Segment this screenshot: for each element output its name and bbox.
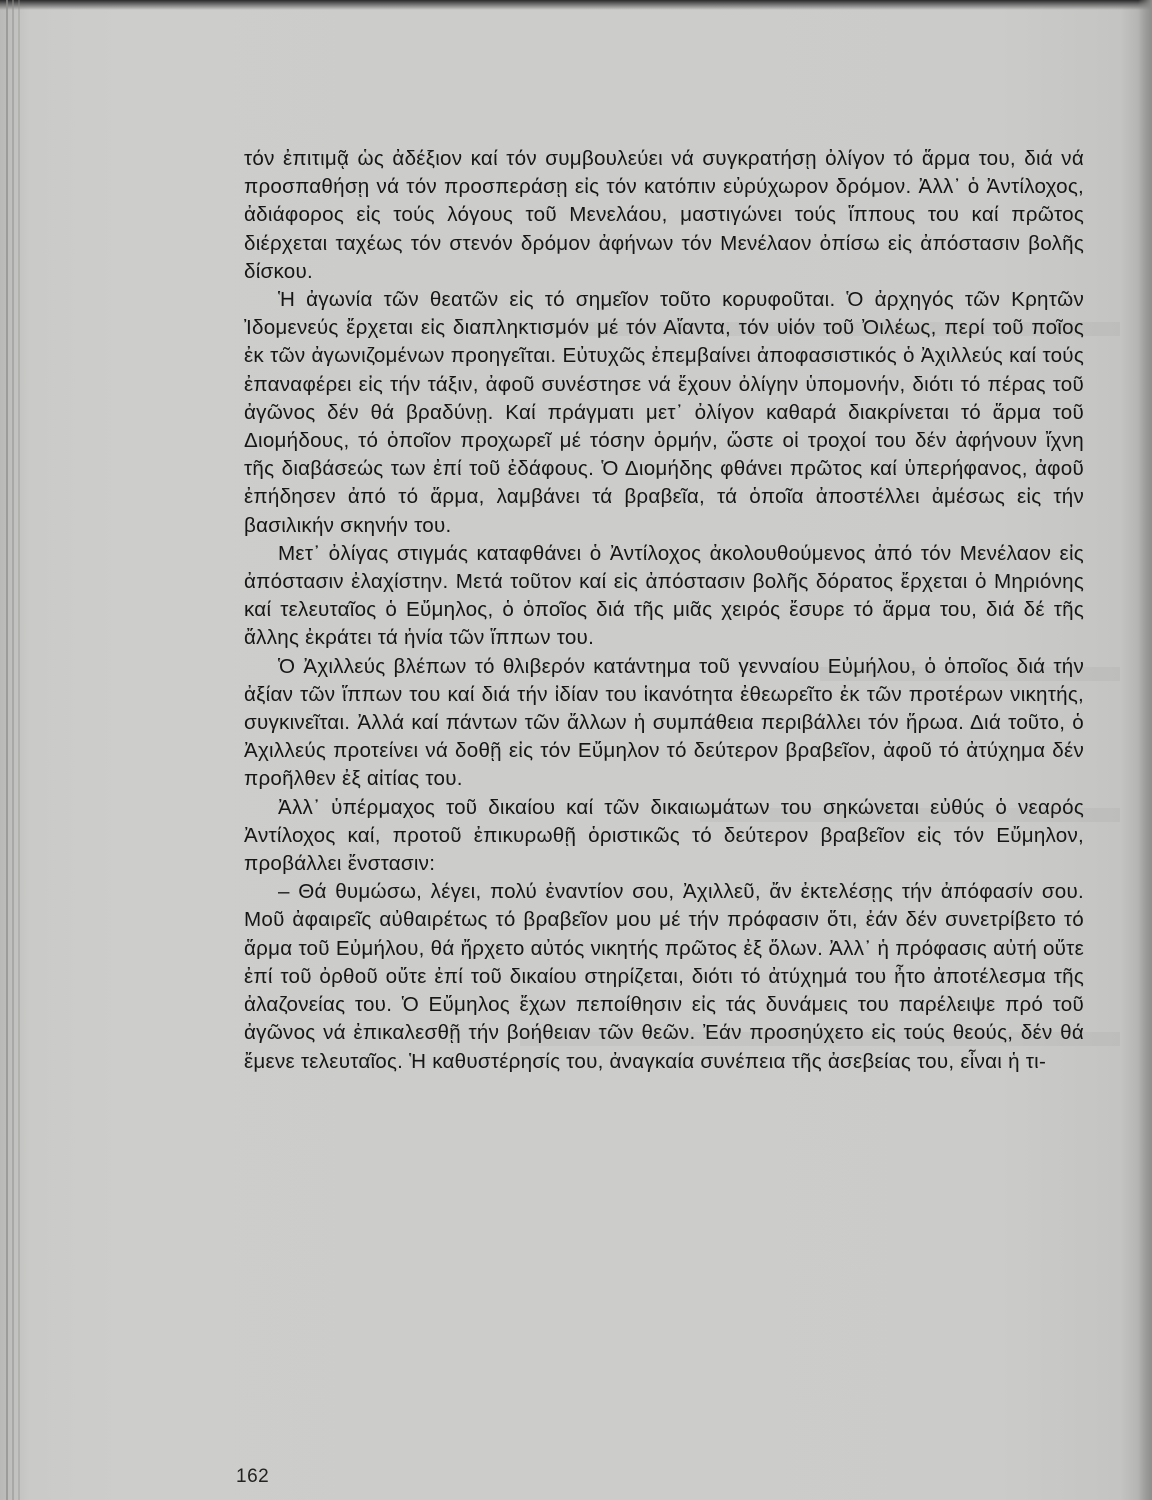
paragraph: Ἡ ἀγωνία τῶν θεατῶν εἰς τό σημεῖον τοῦτο κορυφοῦται. Ὁ ἀρχηγός τῶν Κρητῶν Ἰδομενεύς ἔρχεται εἰς διαπληκτισμόν μέ τόν Αἴαντα, τόν υἱόν τοῦ Ὀιλέως, περί τοῦ ποῖος ἐκ τῶν ἀγωνιζομένων προηγεῖται. Εὐτυχῶς ἐπεμβαίνει ἀποφασιστικός ὁ Ἀχιλλεύς καί τούς ἐπαναφέρει εἰς τήν τάξιν, ἀφοῦ συνέστησε νά ἔχουν ὀλίγην ὑπομονήν, διότι τό πέρας τοῦ ἀγῶνος δέν θά βραδύνῃ. Καί πράγματι μετ᾽ ὀλίγον καθαρά διακρίνεται τό ἅρμα τοῦ Διομήδους, τό ὁποῖον προχωρεῖ μέ τόσην ὁρμήν, ὥστε οἱ τροχοί του δέν ἀφήνουν ἴχνη τῆς διαβάσεώς των ἐπί τοῦ ἐδάφους. Ὁ Διομήδης φθάνει πρῶτος καί ὑπερήφανος, ἀφοῦ ἐπήδησεν ἀπό τό ἅρμα, λαμβάνει τά βραβεῖα, τά ὁποῖα ἀποστέλλει ἀμέσως εἰς τήν βασιλικήν σκηνήν του. — [244, 288, 1084, 537]
binding-shadow — [1138, 0, 1152, 1500]
page-edge-line — [12, 0, 14, 1500]
paragraph: Μετ᾽ ὀλίγας στιγμάς καταφθάνει ὁ Ἀντίλοχος ἀκολουθούμενος ἀπό τόν Μενέλαον εἰς ἀπόστασιν ἐλαχίστην. Μετά τοῦτον καί εἰς ἀπόστασιν βολῆς δόρατος ἔρχεται ὁ Μηριόνης καί τελευταῖος ὁ Εὔμηλος, ὁ ὁποῖος διά τῆς μιᾶς χειρός ἔσυρε τό ἅρμα του, διά δέ τῆς ἄλλης ἐκράτει τά ἡνία τῶν ἵππων του. — [244, 541, 1084, 650]
scan-top-shadow — [0, 0, 1152, 10]
paragraph: – Θά θυμώσω, λέγει, πολύ ἐναντίον σου, Ἀχιλλεῦ, ἄν ἐκτελέσῃς τήν ἀπόφασίν σου. Μοῦ ἀφαιρεῖς αὐθαιρέτως τό βραβεῖον μου μέ τήν πρόφασιν ὅτι, ἐάν δέν συνετρίβετο τό ἅρμα τοῦ Εὐμήλου, θά ἤρχετο αὐτός νικητής πρῶτος ἐξ ὅλων. Ἀλλ᾽ ἡ πρόφασις αὐτή οὔτε ἐπί τοῦ ὀρθοῦ οὔτε ἐπί τοῦ δικαίου στηρίζεται, διότι τό ἀτύχημά του ἦτο ἀποτέλεσμα τῆς ἀλαζονείας του. Ὁ Εὔμηλος ἔχων πεποίθησιν εἰς τάς δυνάμεις του παρέλειψε πρό τοῦ ἀγῶνος νά ἐπικαλεσθῇ τήν βοήθειαν τῶν θεῶν. Ἐάν προσηύχετο εἰς τούς θεούς, δέν θά ἔμενε τελευταῖος. Ἡ καθυστέρησίς του, ἀναγκαία συνέπεια τῆς ἀσεβείας του, εἶναι ἡ τι- — [244, 880, 1084, 1073]
paragraph: Ὁ Ἀχιλλεύς βλέπων τό θλιβερόν κατάντημα τοῦ γενναίου Εὐμήλου, ὁ ὁποῖος διά τήν ἀξίαν τῶν ἵππων του καί διά τήν ἰδίαν του ἱκανότητα ἐθεωρεῖτο ἐκ τῶν προτέρων νικητής, συγκινεῖται. Ἀλλά καί πάντων τῶν ἄλλων ἡ συμπάθεια περιβάλλει τόν ἥρωα. Διά τοῦτο, ὁ Ἀχιλλεύς προτείνει νά δοθῇ εἰς τόν Εὔμηλον τό δεύτερον βραβεῖον, ἀφοῦ τό ἀτύχημα δέν προῆλθεν ἐξ αἰτίας του. — [244, 654, 1084, 791]
body-text — [244, 145, 1084, 1076]
paragraph: Ἀλλ᾽ ὑπέρμαχος τοῦ δικαίου καί τῶν δικαιωμάτων του σηκώνεται εὐθύς ὁ νεαρός Ἀντίλοχος καί, προτοῦ ἐπικυρωθῇ ὁριστικῶς τό δεύτερον βραβεῖον εἰς τόν Εὔμηλον, προβάλλει ἔνστασιν: — [244, 795, 1084, 876]
paragraph: τόν ἐπιτιμᾷ ὡς ἀδέξιον καί τόν συμβουλεύει νά συγκρατήσῃ ὀλίγον τό ἅρμα του, διά νά προσπαθήσῃ νά τόν προσπεράσῃ εἰς τόν κατόπιν εὐρύχωρον δρόμον. Ἀλλ᾽ ὁ Ἀντίλοχος, ἀδιάφορος εἰς τούς λόγους τοῦ Μενελάου, μαστιγώνει τούς ἵππους του καί πρῶτος διέρχεται ταχέως τόν στενόν δρόμον ἀφήνων τόν Μενέλαον ὀπίσω εἰς ἀπόστασιν βολῆς δίσκου. — [244, 147, 1084, 283]
page-number: 162 — [236, 1466, 270, 1487]
page-edge-line — [18, 0, 20, 1500]
page-edge-line — [6, 0, 8, 1500]
